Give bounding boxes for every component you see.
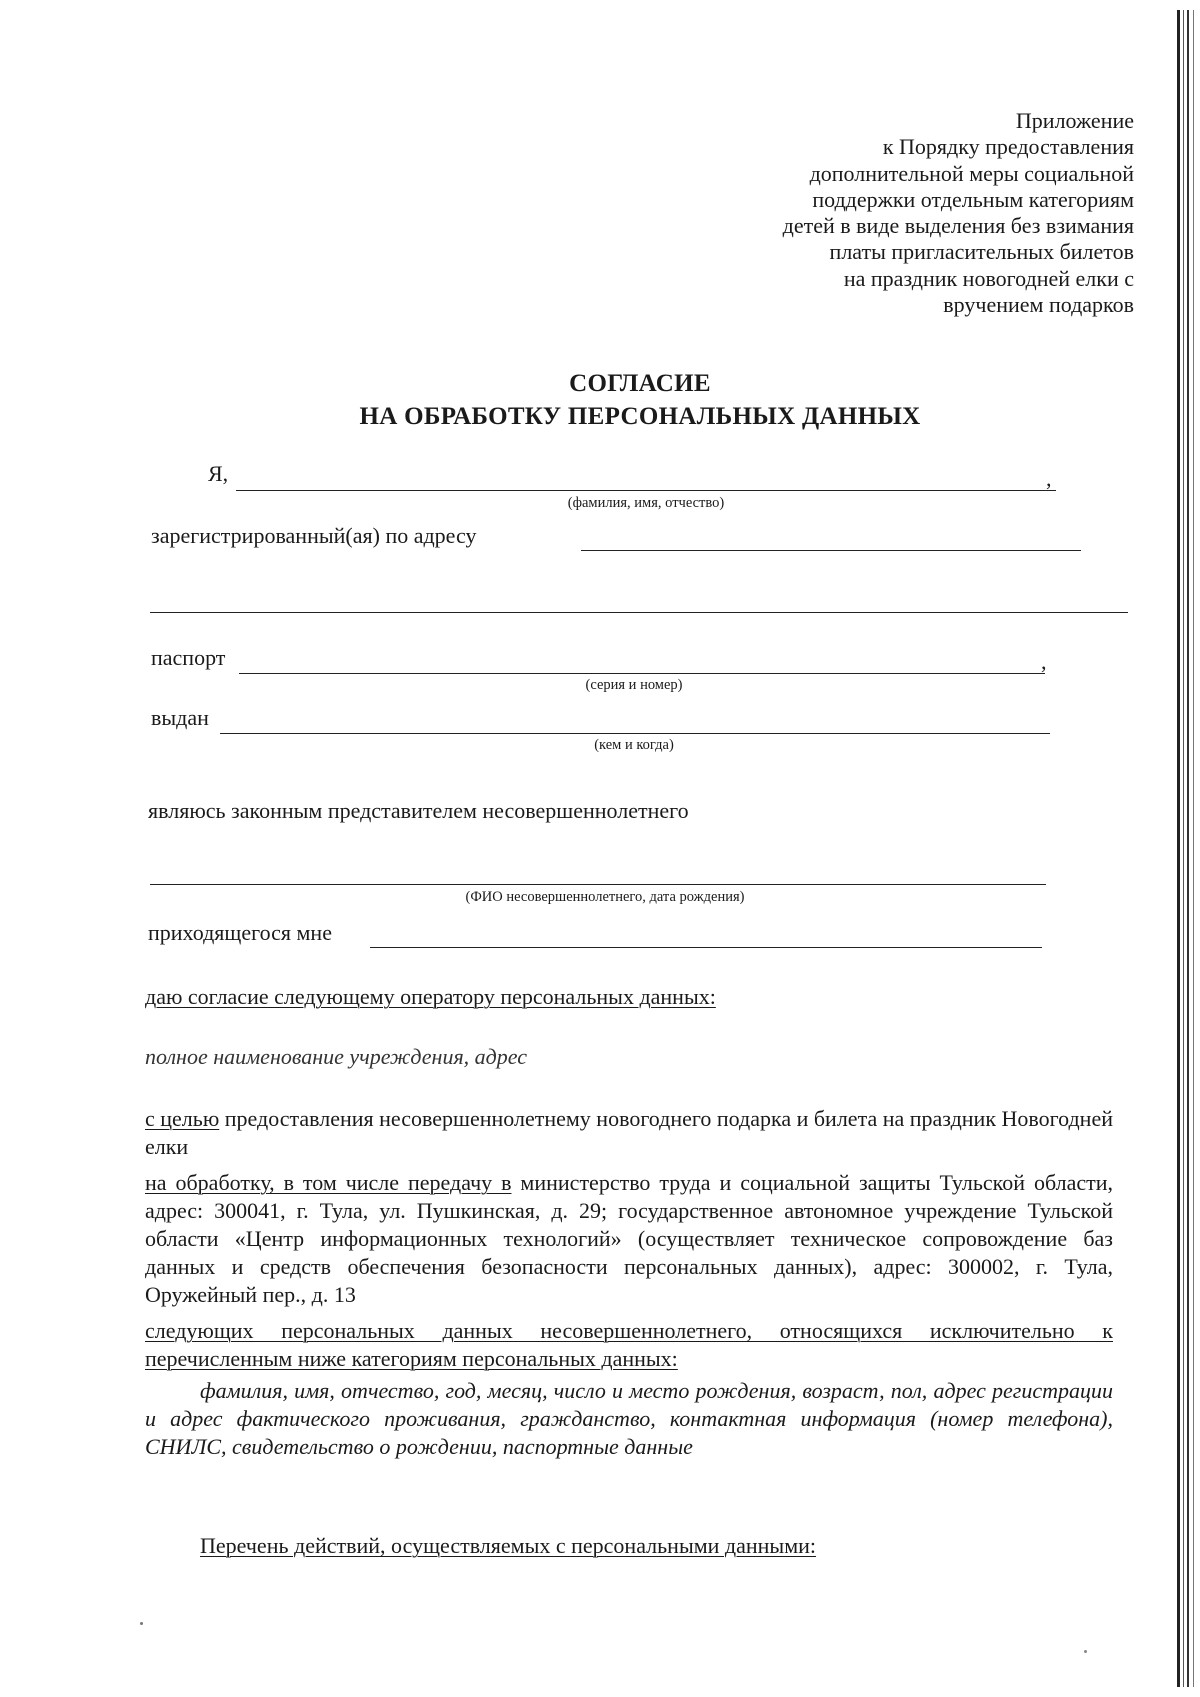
address-field[interactable] — [581, 550, 1081, 551]
processing-lead: на обработку, в том числе передачу в — [145, 1170, 512, 1195]
issued-field[interactable] — [220, 733, 1050, 734]
purpose-paragraph — [145, 1105, 1113, 1161]
relation-label: приходящегося мне — [148, 920, 332, 945]
i-label: Я, — [208, 461, 229, 486]
appendix-line: вручением подарков — [943, 292, 1134, 318]
representative-label: являюсь законным представителем несовершеннолетнего — [148, 798, 689, 823]
issued-label: выдан — [151, 705, 209, 730]
minor-field[interactable] — [150, 884, 1046, 885]
processing-text: министерство труда и социальной защиты Тульской области, адрес: 300041, г. Тула, ул. Пушкинская, д. 29; государственное автономное учреждение Тульской области «Центр информационных технологий» (осуществляет техническое сопровождение баз данных и средств обеспечения безопасности персональных данных), адрес: 300002, г. Тула, Оружейный пер., д. 13 — [145, 1170, 1113, 1307]
address-field-continued[interactable] — [150, 612, 1128, 613]
operator-heading: даю согласие следующему оператору персональных данных: — [145, 984, 716, 1009]
processing-paragraph — [145, 1169, 1113, 1309]
document-title: СОГЛАСИЕ — [569, 370, 711, 397]
passport-comma: , — [1041, 649, 1047, 674]
appendix-header — [674, 108, 1134, 318]
minor-caption: (ФИО несовершеннолетнего, дата рождения) — [465, 889, 745, 905]
document-subtitle: НА ОБРАБОТКУ ПЕРСОНАЛЬНЫХ ДАННЫХ — [359, 403, 921, 430]
passport-field[interactable] — [239, 673, 1045, 674]
issued-caption: (кем и когда) — [594, 737, 674, 753]
purpose-lead: с целью — [145, 1106, 220, 1131]
passport-caption: (серия и номер) — [585, 677, 683, 693]
appendix-line: на праздник новогодней елки с — [843, 265, 1134, 291]
fio-caption: (фамилия, имя, отчество) — [567, 495, 725, 511]
appendix-line: платы пригласительных билетов — [829, 239, 1134, 265]
fio-field[interactable] — [236, 490, 1056, 491]
scan-speck — [1084, 1650, 1087, 1653]
purpose-text: предоставления несовершеннолетнему новогоднего подарка и билета на праздник Новогодней елки — [145, 1106, 1113, 1159]
appendix-line: Приложение — [1015, 108, 1134, 133]
appendix-line: к Порядку предоставления — [882, 134, 1134, 160]
fio-comma: , — [1046, 466, 1052, 491]
categories-heading: следующих персональных данных несовершеннолетнего, относящихся исключительно к перечисленным ниже категориям персональных данных: — [145, 1318, 1113, 1371]
scan-speck — [140, 1622, 143, 1625]
passport-label: паспорт — [151, 645, 226, 670]
categories-list: фамилия, имя, отчество, год, месяц, число и место рождения, возраст, пол, адрес регистрации и адрес фактического проживания, гражданство, контактная информация (номер телефона), СНИЛС, свидетельство о рождении, паспортные данные — [145, 1378, 1113, 1459]
appendix-line: дополнительной меры социальной — [809, 160, 1134, 186]
registered-label: зарегистрированный(ая) по адресу — [151, 523, 477, 548]
actions-heading: Перечень действий, осуществляемых с персональными данными: — [200, 1533, 817, 1558]
scanned-page-edge — [1164, 0, 1200, 1697]
appendix-line: поддержки отдельным категориям — [812, 186, 1134, 212]
relation-field[interactable] — [370, 947, 1042, 948]
institution-placeholder: полное наименование учреждения, адрес — [145, 1044, 528, 1069]
appendix-line: детей в виде выделения без взимания — [782, 213, 1134, 239]
